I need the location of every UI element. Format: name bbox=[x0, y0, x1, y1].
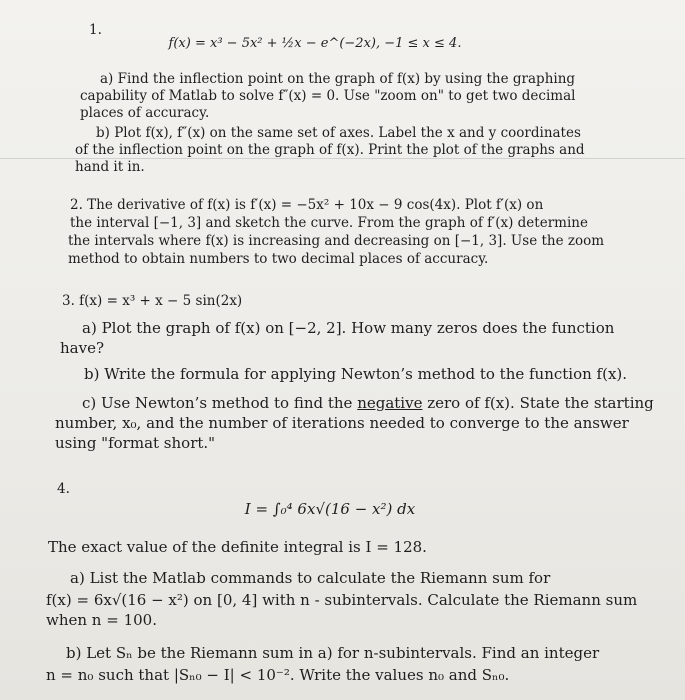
problem-2-line2: the interval [−1, 3] and sketch the curve. From the graph of f′(x) determine bbox=[70, 215, 588, 231]
problem-1b-line3: hand it in. bbox=[75, 159, 145, 175]
problem-4a-line2: f(x) = 6x√(16 − x²) on [0, 4] with n - subintervals. Calculate the Riemann sum bbox=[46, 591, 638, 609]
problem-3c-underlined-word: negative bbox=[357, 394, 423, 412]
problem-1b-line2: of the inflection point on the graph of f(x). Print the plot of the graphs and bbox=[75, 142, 585, 158]
problem-2-line4: method to obtain numbers to two decimal places of accuracy. bbox=[68, 251, 489, 267]
problem-4-number: 4. bbox=[57, 481, 70, 497]
problem-1-formula: f(x) = x³ − 5x² + ½x − e^(−2x), −1 ≤ x ≤ 4. bbox=[168, 36, 462, 51]
problem-2-line3: the intervals where f(x) is increasing and decreasing on [−1, 3]. Use the zoom bbox=[68, 233, 605, 249]
problem-4-exact-value: The exact value of the definite integral is I = 128. bbox=[48, 538, 427, 556]
problem-3a-line1: a) Plot the graph of f(x) on [−2, 2]. How many zeros does the function bbox=[82, 319, 615, 337]
page-fold-line bbox=[0, 158, 685, 159]
problem-1a-line1: a) Find the inflection point on the graph of f(x) by using the graphing bbox=[100, 71, 576, 87]
problem-4b-line2: n = n₀ such that |Sₙ₀ − I| < 10⁻². Write the values n₀ and Sₙ₀. bbox=[46, 666, 510, 684]
problem-1a-line2: capability of Matlab to solve f″(x) = 0. Use "zoom on" to get two decimal bbox=[80, 88, 576, 104]
problem-1-number: 1. bbox=[89, 22, 102, 38]
problem-4a-line1: a) List the Matlab commands to calculate the Riemann sum for bbox=[70, 569, 551, 587]
problem-3c-text-pre: c) Use Newton’s method to find the bbox=[82, 394, 358, 412]
problem-3a-line2: have? bbox=[60, 339, 104, 357]
problem-2-line1: 2. The derivative of f(x) is f′(x) = −5x² + 10x − 9 cos(4x). Plot f′(x) on bbox=[70, 197, 544, 213]
problem-4-integral: I = ∫₀⁴ 6x√(16 − x²) dx bbox=[244, 500, 416, 518]
problem-1a-line3: places of accuracy. bbox=[80, 105, 210, 121]
problem-4b-line1: b) Let Sₙ be the Riemann sum in a) for n-subintervals. Find an integer bbox=[66, 644, 600, 662]
problem-1b-line1: b) Plot f(x), f″(x) on the same set of axes. Label the x and y coordinates bbox=[96, 125, 581, 141]
problem-3c-line3: using "format short." bbox=[55, 434, 216, 452]
problem-3c-line2: number, x₀, and the number of iterations needed to converge to the answer bbox=[55, 414, 629, 432]
problem-3c-line1 bbox=[82, 393, 654, 413]
problem-3-heading: 3. f(x) = x³ + x − 5 sin(2x) bbox=[62, 293, 243, 309]
problem-4a-line3: when n = 100. bbox=[46, 611, 157, 629]
problem-3b-line1: b) Write the formula for applying Newton’s method to the function f(x). bbox=[84, 365, 628, 383]
problem-3c-text-post: zero of f(x). State the starting bbox=[422, 394, 654, 412]
